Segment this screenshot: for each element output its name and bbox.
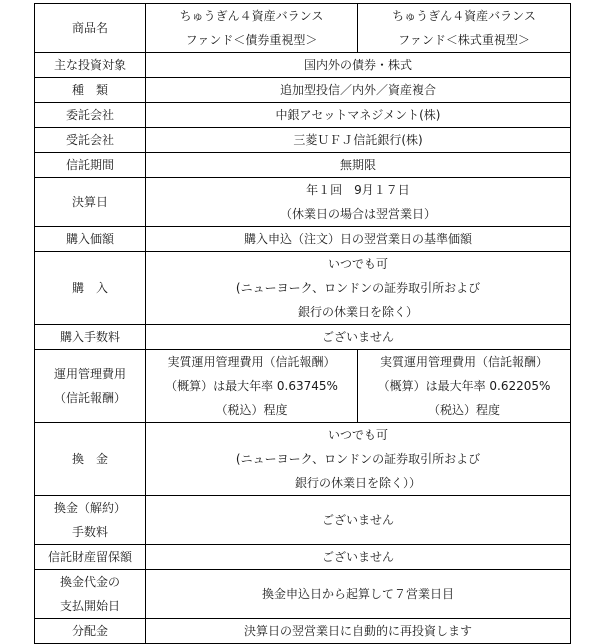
row-value: 国内外の債券・株式 [146,53,571,78]
row-value: 追加型投信／内外／資産複合 [146,78,571,103]
row-management-fee [35,350,571,423]
table-row [35,53,571,78]
row-value: 無期限 [146,153,571,178]
label-product-name: 商品名 [35,4,146,53]
row-value: 購入申込（注文）日の翌営業日の基準価額 [146,227,571,252]
row-label: 受託会社 [35,128,146,153]
row-label: 委託会社 [35,103,146,128]
row-label: 換 金 [35,423,146,496]
row-label: 購 入 [35,252,146,325]
row-label: 換金代金の 支払開始日 [35,570,146,619]
row-value: 決算日の翌営業日に自動的に再投資します [146,619,571,644]
row-label: 分配金 [35,619,146,644]
label-management-fee: 運用管理費用 （信託報酬） [35,350,146,423]
table-row [35,227,571,252]
table-row [35,103,571,128]
row-value: ございません [146,496,571,545]
row-label: 主な投資対象 [35,53,146,78]
row-product-name [35,4,571,53]
fund-a-fee: 実質運用管理費用（信託報酬） （概算）は最大年率 0.63745% （税込）程度 [146,350,358,423]
row-value: ございません [146,545,571,570]
row-value: 中銀アセットマネジメント(株) [146,103,571,128]
row-value: 年１回 9月１７日 （休業日の場合は翌営業日） [146,178,571,227]
table-row [35,325,571,350]
row-label: 購入手数料 [35,325,146,350]
table-row [35,252,571,325]
table-row [35,619,571,644]
row-value: いつでも可 (ニューヨーク、ロンドンの証券取引所および 銀行の休業日を除く）） [146,423,571,496]
row-label: 決算日 [35,178,146,227]
table-row [35,178,571,227]
fund-spec-table [34,3,571,644]
fund-b-name: ちゅうぎん４資産バランス ファンド＜株式重視型＞ [358,4,571,53]
table-row [35,78,571,103]
table-row [35,153,571,178]
row-value: ございません [146,325,571,350]
table-row [35,496,571,545]
table-row [35,423,571,496]
fund-b-fee: 実質運用管理費用（信託報酬） （概算）は最大年率 0.62205% （税込）程度 [358,350,571,423]
row-value: いつでも可 (ニューヨーク、ロンドンの証券取引所および 銀行の休業日を除く） [146,252,571,325]
row-label: 信託期間 [35,153,146,178]
fund-a-name: ちゅうぎん４資産バランス ファンド＜債券重視型＞ [146,4,358,53]
table-row [35,545,571,570]
table-row [35,570,571,619]
row-value: 換金申込日から起算して７営業日目 [146,570,571,619]
row-label: 購入価額 [35,227,146,252]
row-value: 三菱ＵＦＪ信託銀行(株) [146,128,571,153]
table-row [35,128,571,153]
row-label: 換金（解約） 手数料 [35,496,146,545]
row-label: 信託財産留保額 [35,545,146,570]
row-label: 種 類 [35,78,146,103]
